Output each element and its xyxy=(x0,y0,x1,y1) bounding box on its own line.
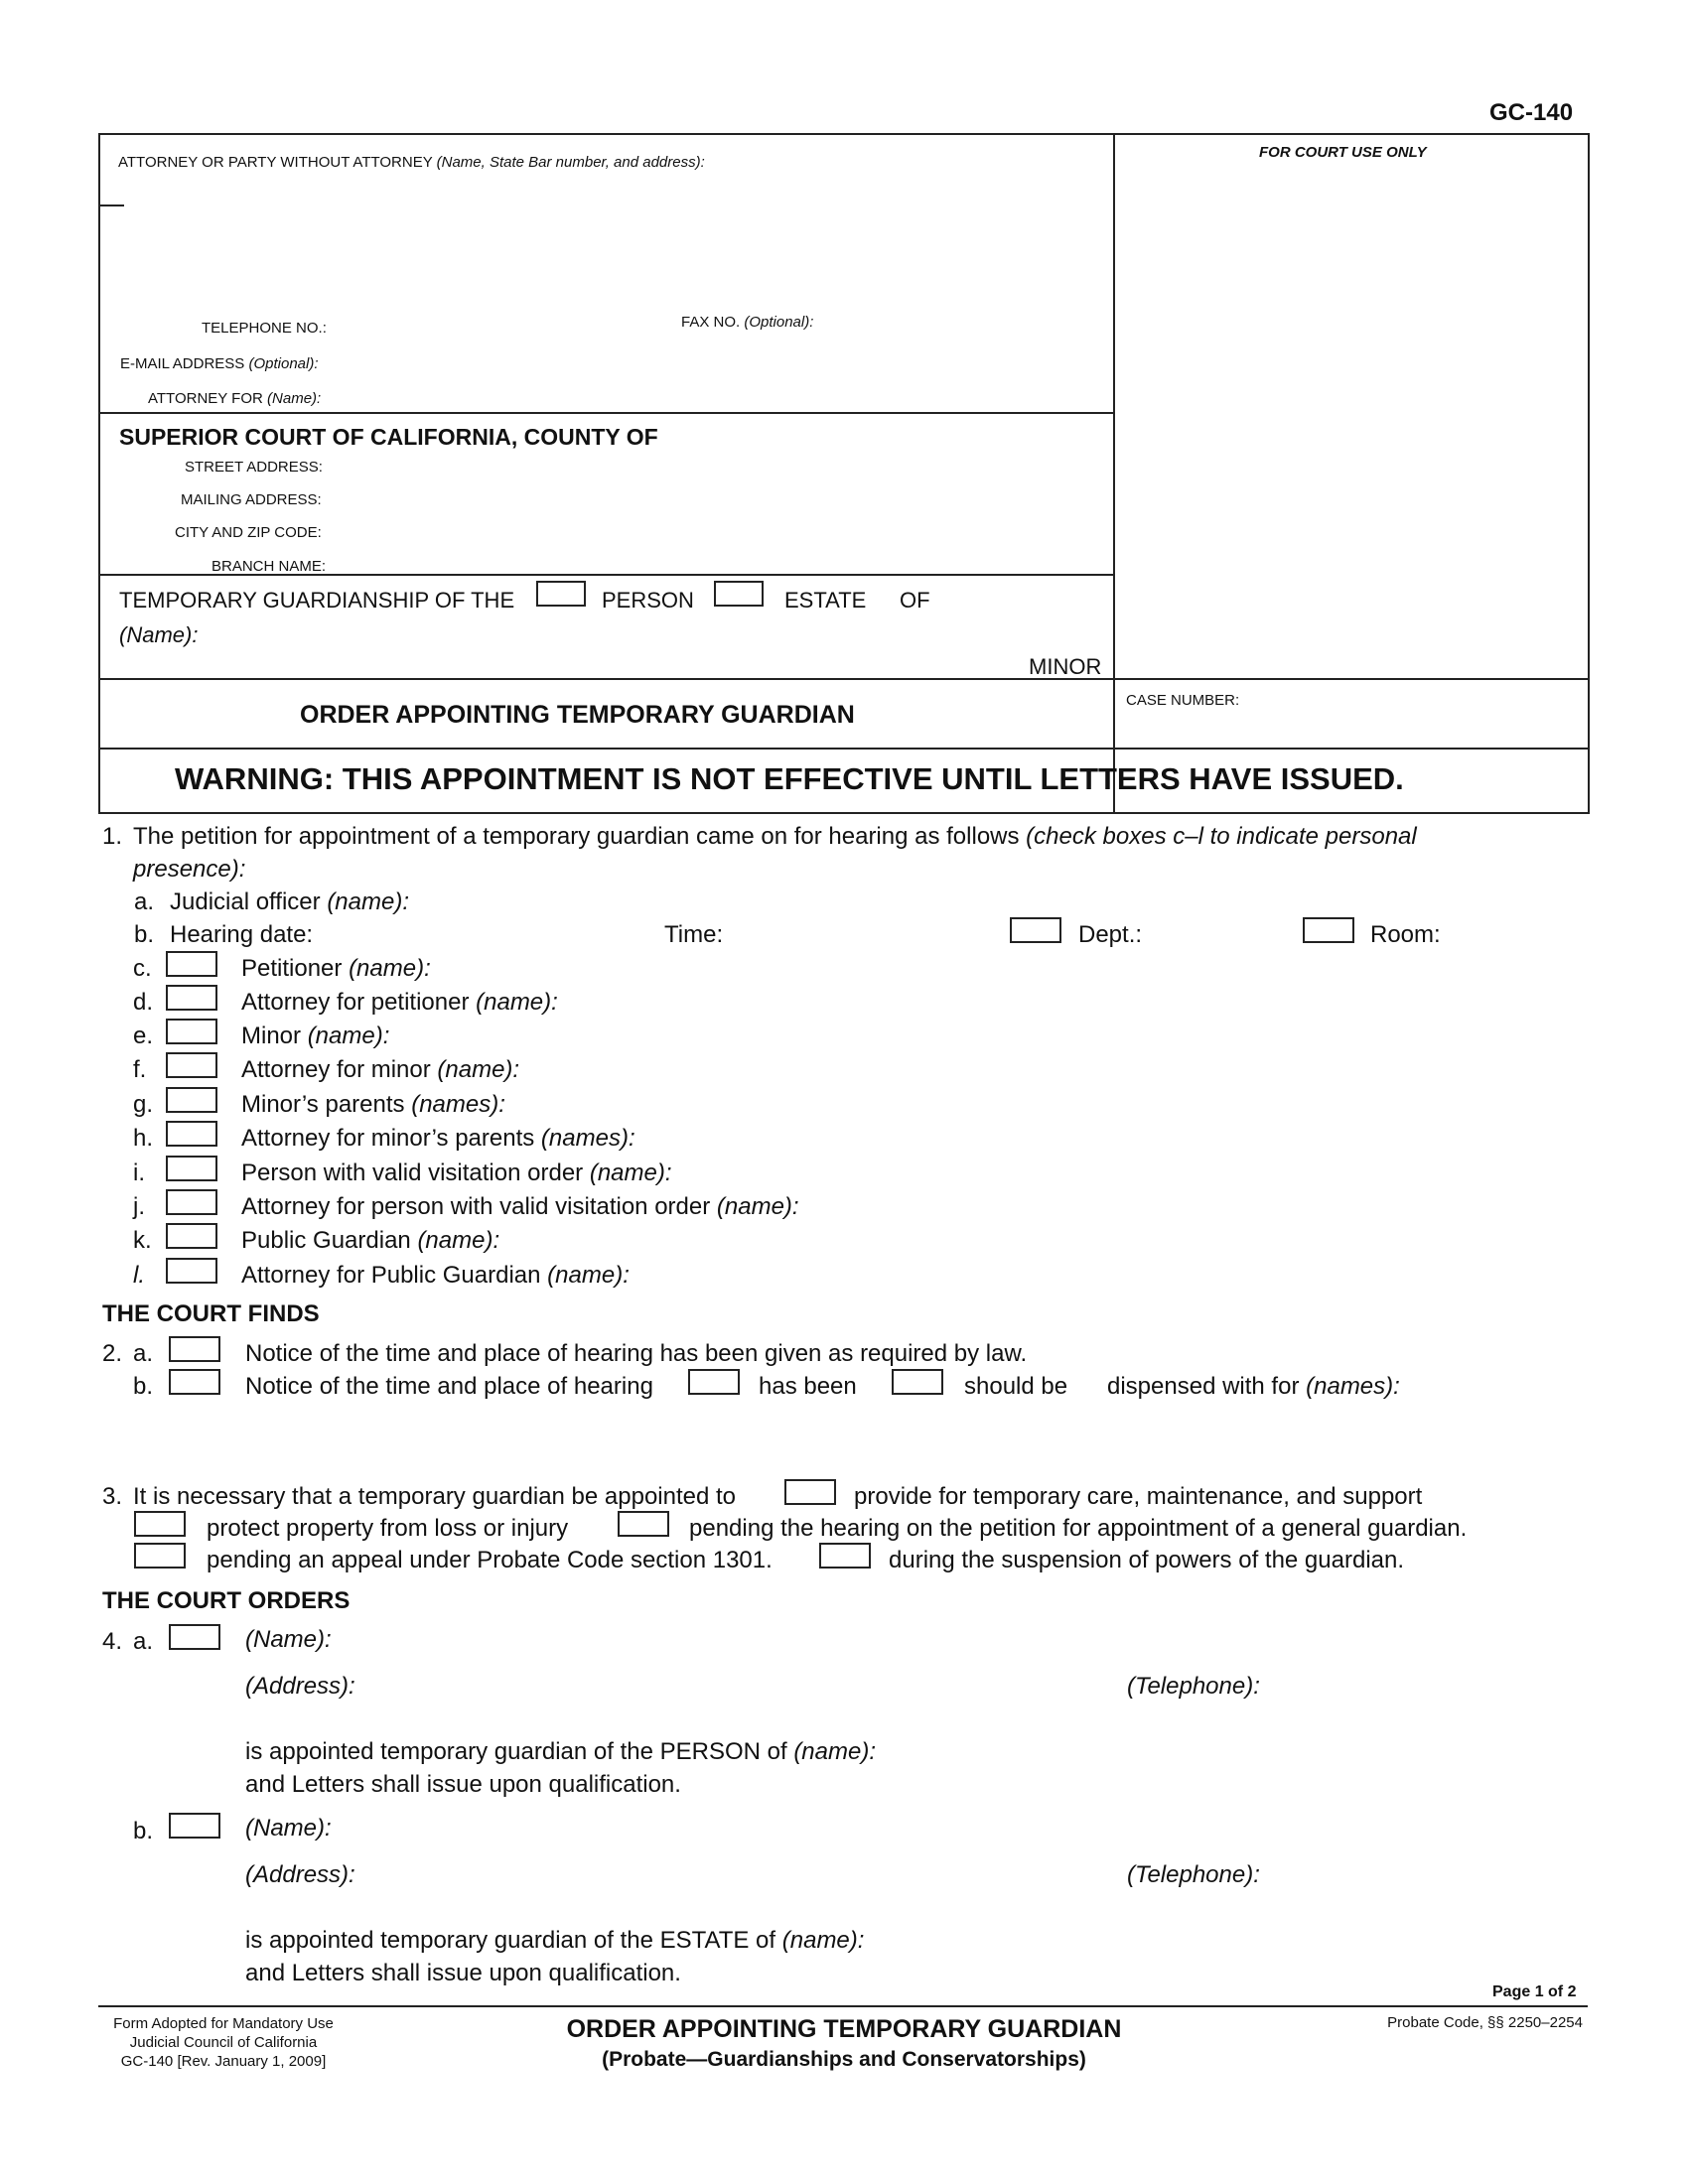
minor-row-label: Minor xyxy=(241,1023,302,1049)
item1d-letter: d. xyxy=(133,989,154,1016)
attorney-dash xyxy=(98,205,124,206)
item1j-row xyxy=(241,1193,799,1221)
attorney-parents-label: Attorney for minor’s parents xyxy=(241,1125,535,1152)
attorney-visitation-label: Attorney for person with valid visitation order xyxy=(241,1193,711,1220)
estate-checkbox[interactable] xyxy=(714,581,764,607)
footer-rule xyxy=(98,2005,1588,2007)
item1h-letter: h. xyxy=(133,1125,154,1152)
guardian-person-address-label: (Address): xyxy=(245,1673,355,1700)
judicial-officer-note: (name): xyxy=(327,888,409,915)
attorney-petitioner-label: Attorney for petitioner xyxy=(241,989,470,1016)
pending-appeal-checkbox[interactable] xyxy=(134,1543,186,1569)
temporary-care-checkbox[interactable] xyxy=(784,1479,836,1505)
item1l-row xyxy=(241,1262,630,1290)
item1j-letter: j. xyxy=(133,1193,145,1220)
court-use-box xyxy=(1113,133,1590,814)
attorney-minor-label: Attorney for minor xyxy=(241,1056,431,1083)
telephone-label: TELEPHONE NO.: xyxy=(202,320,327,337)
guardian-estate-telephone-label: (Telephone): xyxy=(1127,1861,1260,1888)
item1l-letter: l. xyxy=(133,1262,145,1289)
footer-right: Probate Code, §§ 2250–2254 xyxy=(1387,2014,1583,2031)
item1-note: (check boxes c–l to indicate personal xyxy=(1026,823,1417,850)
orders-heading: THE COURT ORDERS xyxy=(102,1587,351,1614)
appointed-person-note: (name): xyxy=(793,1738,876,1765)
minors-parents-checkbox[interactable] xyxy=(166,1087,217,1113)
letters-estate-text: and Letters shall issue upon qualification. xyxy=(245,1960,681,1986)
footer-left-line1: Form Adopted for Mandatory Use xyxy=(113,2015,334,2032)
visitation-person-label: Person with valid visitation order xyxy=(241,1160,584,1186)
guardianship-divider xyxy=(98,678,1115,680)
court-title: SUPERIOR COURT OF CALIFORNIA, COUNTY OF xyxy=(119,424,658,450)
attorney-visitation-checkbox[interactable] xyxy=(166,1189,217,1215)
item4-number: 4. xyxy=(102,1628,123,1655)
visitation-person-checkbox[interactable] xyxy=(166,1156,217,1181)
item1c-row xyxy=(241,955,431,983)
suspension-checkbox[interactable] xyxy=(819,1543,871,1569)
mailing-label: MAILING ADDRESS: xyxy=(181,491,322,508)
minors-parents-label: Minor’s parents xyxy=(241,1091,405,1118)
attorney-minor-note: (name): xyxy=(437,1056,520,1083)
item1-note-cont: presence): xyxy=(133,856,246,883)
attorney-for-label: ATTORNEY FOR xyxy=(148,390,263,407)
guardian-estate-address-label: (Address): xyxy=(245,1861,355,1888)
item1k-letter: k. xyxy=(133,1227,152,1254)
findings-heading: THE COURT FINDS xyxy=(102,1300,320,1327)
attorney-divider xyxy=(98,412,1115,414)
attorney-for-row xyxy=(148,390,321,407)
attorney-label-note: (Name, State Bar number, and address): xyxy=(436,154,705,171)
item1k-row xyxy=(241,1227,499,1255)
minor-row-note: (name): xyxy=(307,1023,390,1049)
item1f-letter: f. xyxy=(133,1056,147,1083)
protect-property-label: protect property from loss or injury xyxy=(207,1515,569,1542)
protect-property-checkbox[interactable] xyxy=(134,1511,186,1537)
attorney-minor-checkbox[interactable] xyxy=(166,1052,217,1078)
guardianship-prefix: TEMPORARY GUARDIANSHIP OF THE xyxy=(119,588,515,613)
item1d-row xyxy=(241,989,558,1017)
item1i-row xyxy=(241,1160,672,1187)
minor-label: MINOR xyxy=(1029,654,1102,679)
has-been-label: has been xyxy=(759,1373,857,1400)
item1e-row xyxy=(241,1023,389,1050)
form-id: GC-140 xyxy=(1489,99,1574,126)
should-be-label: should be xyxy=(964,1373,1068,1400)
dept-label: Dept.: xyxy=(1078,921,1143,948)
court-use-label: FOR COURT USE ONLY xyxy=(1259,144,1427,161)
attorney-label-row xyxy=(118,154,705,171)
page-number: Page 1 of 2 xyxy=(1492,1983,1577,2000)
person-label: PERSON xyxy=(602,588,694,613)
city-label: CITY AND ZIP CODE: xyxy=(175,524,322,541)
fax-label: FAX NO. xyxy=(681,314,741,331)
notice-dispensed-text: Notice of the time and place of hearing xyxy=(245,1373,653,1400)
estate-label: ESTATE xyxy=(784,588,867,613)
footer-left-line3: GC-140 [Rev. January 1, 2009] xyxy=(120,2053,327,2070)
footer-title: ORDER APPOINTING TEMPORARY GUARDIAN xyxy=(566,2015,1122,2043)
guardian-estate-checkbox[interactable] xyxy=(169,1813,220,1839)
attorney-petitioner-note: (name): xyxy=(476,989,558,1016)
pending-appeal-label: pending an appeal under Probate Code section 1301. xyxy=(207,1547,773,1573)
attorney-parents-note: (names): xyxy=(540,1125,635,1152)
guardian-person-checkbox[interactable] xyxy=(169,1624,220,1650)
notice-given-text: Notice of the time and place of hearing has been given as required by law. xyxy=(245,1340,1028,1367)
suspension-label: during the suspension of powers of the guardian. xyxy=(889,1547,1405,1573)
fax-label-row xyxy=(681,314,813,331)
dept-checkbox[interactable] xyxy=(1010,917,1061,943)
email-label-row xyxy=(120,355,319,372)
item2a-letter: a. xyxy=(133,1340,154,1367)
has-been-checkbox[interactable] xyxy=(688,1369,740,1395)
attorney-public-guardian-label: Attorney for Public Guardian xyxy=(241,1262,541,1289)
attorney-visitation-note: (name): xyxy=(716,1193,799,1220)
appointed-person-text: is appointed temporary guardian of the PERSON of xyxy=(245,1738,787,1765)
item1c-letter: c. xyxy=(133,955,152,982)
item1-text-row xyxy=(133,823,1417,851)
public-guardian-label: Public Guardian xyxy=(241,1227,411,1254)
attorney-public-guardian-checkbox[interactable] xyxy=(166,1258,217,1284)
minor-checkbox[interactable] xyxy=(166,1019,217,1044)
item4a-letter: a. xyxy=(133,1628,154,1655)
temporary-care-label: provide for temporary care, maintenance, and support xyxy=(854,1483,1423,1510)
fax-note: (Optional): xyxy=(744,314,814,331)
guardian-estate-name-label: (Name): xyxy=(245,1815,332,1842)
item1e-letter: e. xyxy=(133,1023,154,1049)
item1i-letter: i. xyxy=(133,1160,145,1186)
order-title: ORDER APPOINTING TEMPORARY GUARDIAN xyxy=(300,701,855,729)
attorney-public-guardian-note: (name): xyxy=(547,1262,630,1289)
item3-number: 3. xyxy=(102,1483,123,1510)
warning-divider xyxy=(98,748,1588,750)
hearing-date-label: Hearing date: xyxy=(170,921,314,948)
attorney-parents-checkbox[interactable] xyxy=(166,1121,217,1147)
time-label: Time: xyxy=(664,921,724,948)
pending-hearing-checkbox[interactable] xyxy=(618,1511,669,1537)
of-label: OF xyxy=(900,588,930,613)
item1f-row xyxy=(241,1056,519,1084)
dispensed-row xyxy=(1107,1373,1400,1401)
warning-text: WARNING: THIS APPOINTMENT IS NOT EFFECTIVE UNTIL LETTERS HAVE ISSUED. xyxy=(175,761,1404,796)
notice-given-checkbox[interactable] xyxy=(169,1336,220,1362)
attorney-label: ATTORNEY OR PARTY WITHOUT ATTORNEY xyxy=(118,154,433,171)
item1g-letter: g. xyxy=(133,1091,154,1118)
pending-hearing-label: pending the hearing on the petition for appointment of a general guardian. xyxy=(689,1515,1468,1542)
case-number-divider xyxy=(1113,678,1588,680)
footer-subtitle: (Probate—Guardianships and Conservatorships) xyxy=(602,2048,1086,2071)
notice-dispensed-checkbox[interactable] xyxy=(169,1369,220,1395)
guardian-person-telephone-label: (Telephone): xyxy=(1127,1673,1260,1700)
attorney-petitioner-checkbox[interactable] xyxy=(166,985,217,1011)
should-be-checkbox[interactable] xyxy=(892,1369,943,1395)
email-label: E-MAIL ADDRESS xyxy=(120,355,245,372)
email-note: (Optional): xyxy=(248,355,319,372)
item3-text: It is necessary that a temporary guardian be appointed to xyxy=(133,1483,737,1510)
public-guardian-note: (name): xyxy=(417,1227,500,1254)
dispensed-note: (names): xyxy=(1306,1373,1400,1400)
item1h-row xyxy=(241,1125,635,1153)
footer-left-line2: Judicial Council of California xyxy=(129,2034,318,2051)
item1a-row xyxy=(170,888,409,916)
dispensed-label: dispensed with for xyxy=(1107,1373,1300,1400)
visitation-person-note: (name): xyxy=(589,1160,672,1186)
petitioner-checkbox[interactable] xyxy=(166,951,217,977)
item1-text: The petition for appointment of a temporary guardian came on for hearing as follows xyxy=(133,823,1020,850)
guardian-person-name-label: (Name): xyxy=(245,1626,332,1653)
petitioner-label: Petitioner xyxy=(241,955,343,982)
item1g-row xyxy=(241,1091,505,1119)
item2-number: 2. xyxy=(102,1340,123,1367)
public-guardian-checkbox[interactable] xyxy=(166,1223,217,1249)
street-label: STREET ADDRESS: xyxy=(185,459,323,476)
appointed-person-row xyxy=(245,1738,876,1766)
item4b-letter: b. xyxy=(133,1818,154,1844)
judicial-officer-label: Judicial officer xyxy=(170,888,321,915)
case-number-label: CASE NUMBER: xyxy=(1126,692,1240,709)
minors-parents-note: (names): xyxy=(411,1091,505,1118)
appointed-estate-text: is appointed temporary guardian of the ESTATE of xyxy=(245,1927,776,1954)
petitioner-note: (name): xyxy=(349,955,431,982)
room-label: Room: xyxy=(1370,921,1441,948)
appointed-estate-note: (name): xyxy=(781,1927,865,1954)
item1a-letter: a. xyxy=(134,888,155,915)
letters-person-text: and Letters shall issue upon qualification. xyxy=(245,1771,681,1798)
attorney-for-note: (Name): xyxy=(267,390,322,407)
minor-name-label: (Name): xyxy=(119,622,199,647)
branch-label: BRANCH NAME: xyxy=(211,558,327,575)
item2b-letter: b. xyxy=(133,1373,154,1400)
item1b-letter: b. xyxy=(134,921,155,948)
room-checkbox[interactable] xyxy=(1303,917,1354,943)
item1-number: 1. xyxy=(102,823,123,850)
appointed-estate-row xyxy=(245,1927,864,1955)
person-checkbox[interactable] xyxy=(536,581,586,607)
